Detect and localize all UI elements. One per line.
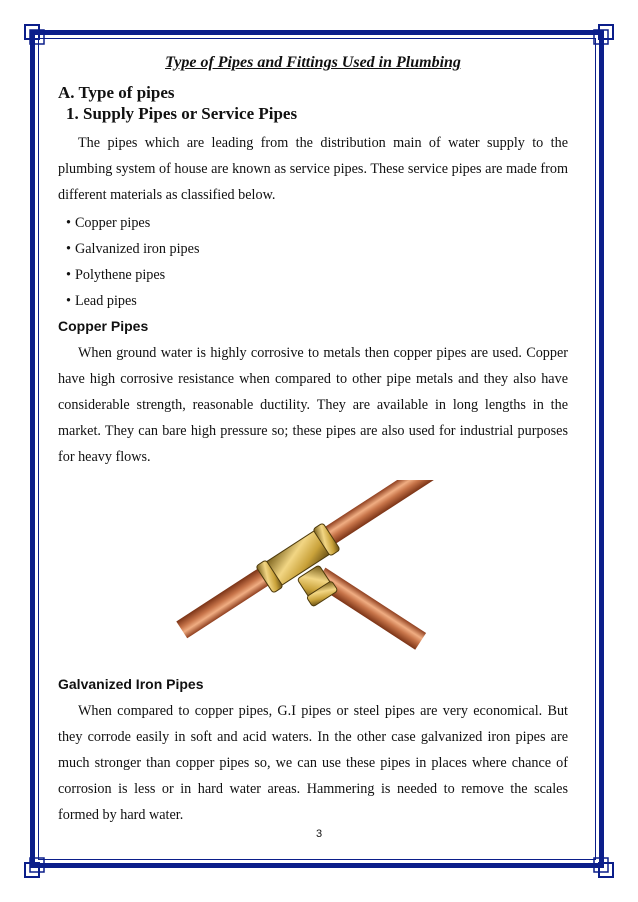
corner-ornament-top-right: [592, 24, 614, 46]
corner-ornament-top-left: [24, 24, 46, 46]
list-item: • Copper pipes: [66, 210, 568, 236]
section-heading-a: A. Type of pipes: [58, 83, 175, 102]
copper-pipes-heading: Copper Pipes: [58, 318, 149, 334]
copper-pipes-paragraph: When ground water is highly corrosive to metals then copper pipes are used. Copper have high corrosive resistance when compared to other pipe metals and they also have considerable strength, reasonable ductility. They are available in long lengths in the market. They can bare high pressure so; these pipes are also used for industrial purposes for heavy flows.: [58, 345, 568, 465]
galvanized-iron-pipes-paragraph: When compared to copper pipes, G.I pipes or steel pipes are very economical. But they corrode easily in soft and acid waters. In the other case galvanized iron pipes are much stronger than copper pipes so, we can use these pipes in places where chance of corrosion is less or in hard water areas. Hammering is needed to remove the scales formed by hard water.: [58, 703, 568, 823]
galvanized-iron-pipes-heading: Galvanized Iron Pipes: [58, 676, 204, 692]
list-item: • Lead pipes: [66, 288, 568, 314]
subsection-heading-1: 1. Supply Pipes or Service Pipes: [66, 104, 298, 123]
intro-paragraph: The pipes which are leading from the distribution main of water supply to the plumbing system of house are known as service pipes. These service pipes are made from different materials as classified below.: [58, 135, 568, 203]
copper-pipe-figure: [58, 480, 568, 666]
pipe-types-list: [58, 210, 568, 314]
corner-ornament-bottom-right: [592, 856, 614, 878]
page-content: [58, 54, 568, 828]
list-item: • Polythene pipes: [66, 262, 568, 288]
copper-tee-fitting-image: [58, 480, 568, 666]
corner-ornament-bottom-left: [24, 856, 46, 878]
document-title: Type of Pipes and Fittings Used in Plumbing: [165, 54, 461, 71]
brass-fitting: [256, 523, 341, 607]
page-number: 3: [315, 828, 323, 840]
list-item: • Galvanized iron pipes: [66, 236, 568, 262]
